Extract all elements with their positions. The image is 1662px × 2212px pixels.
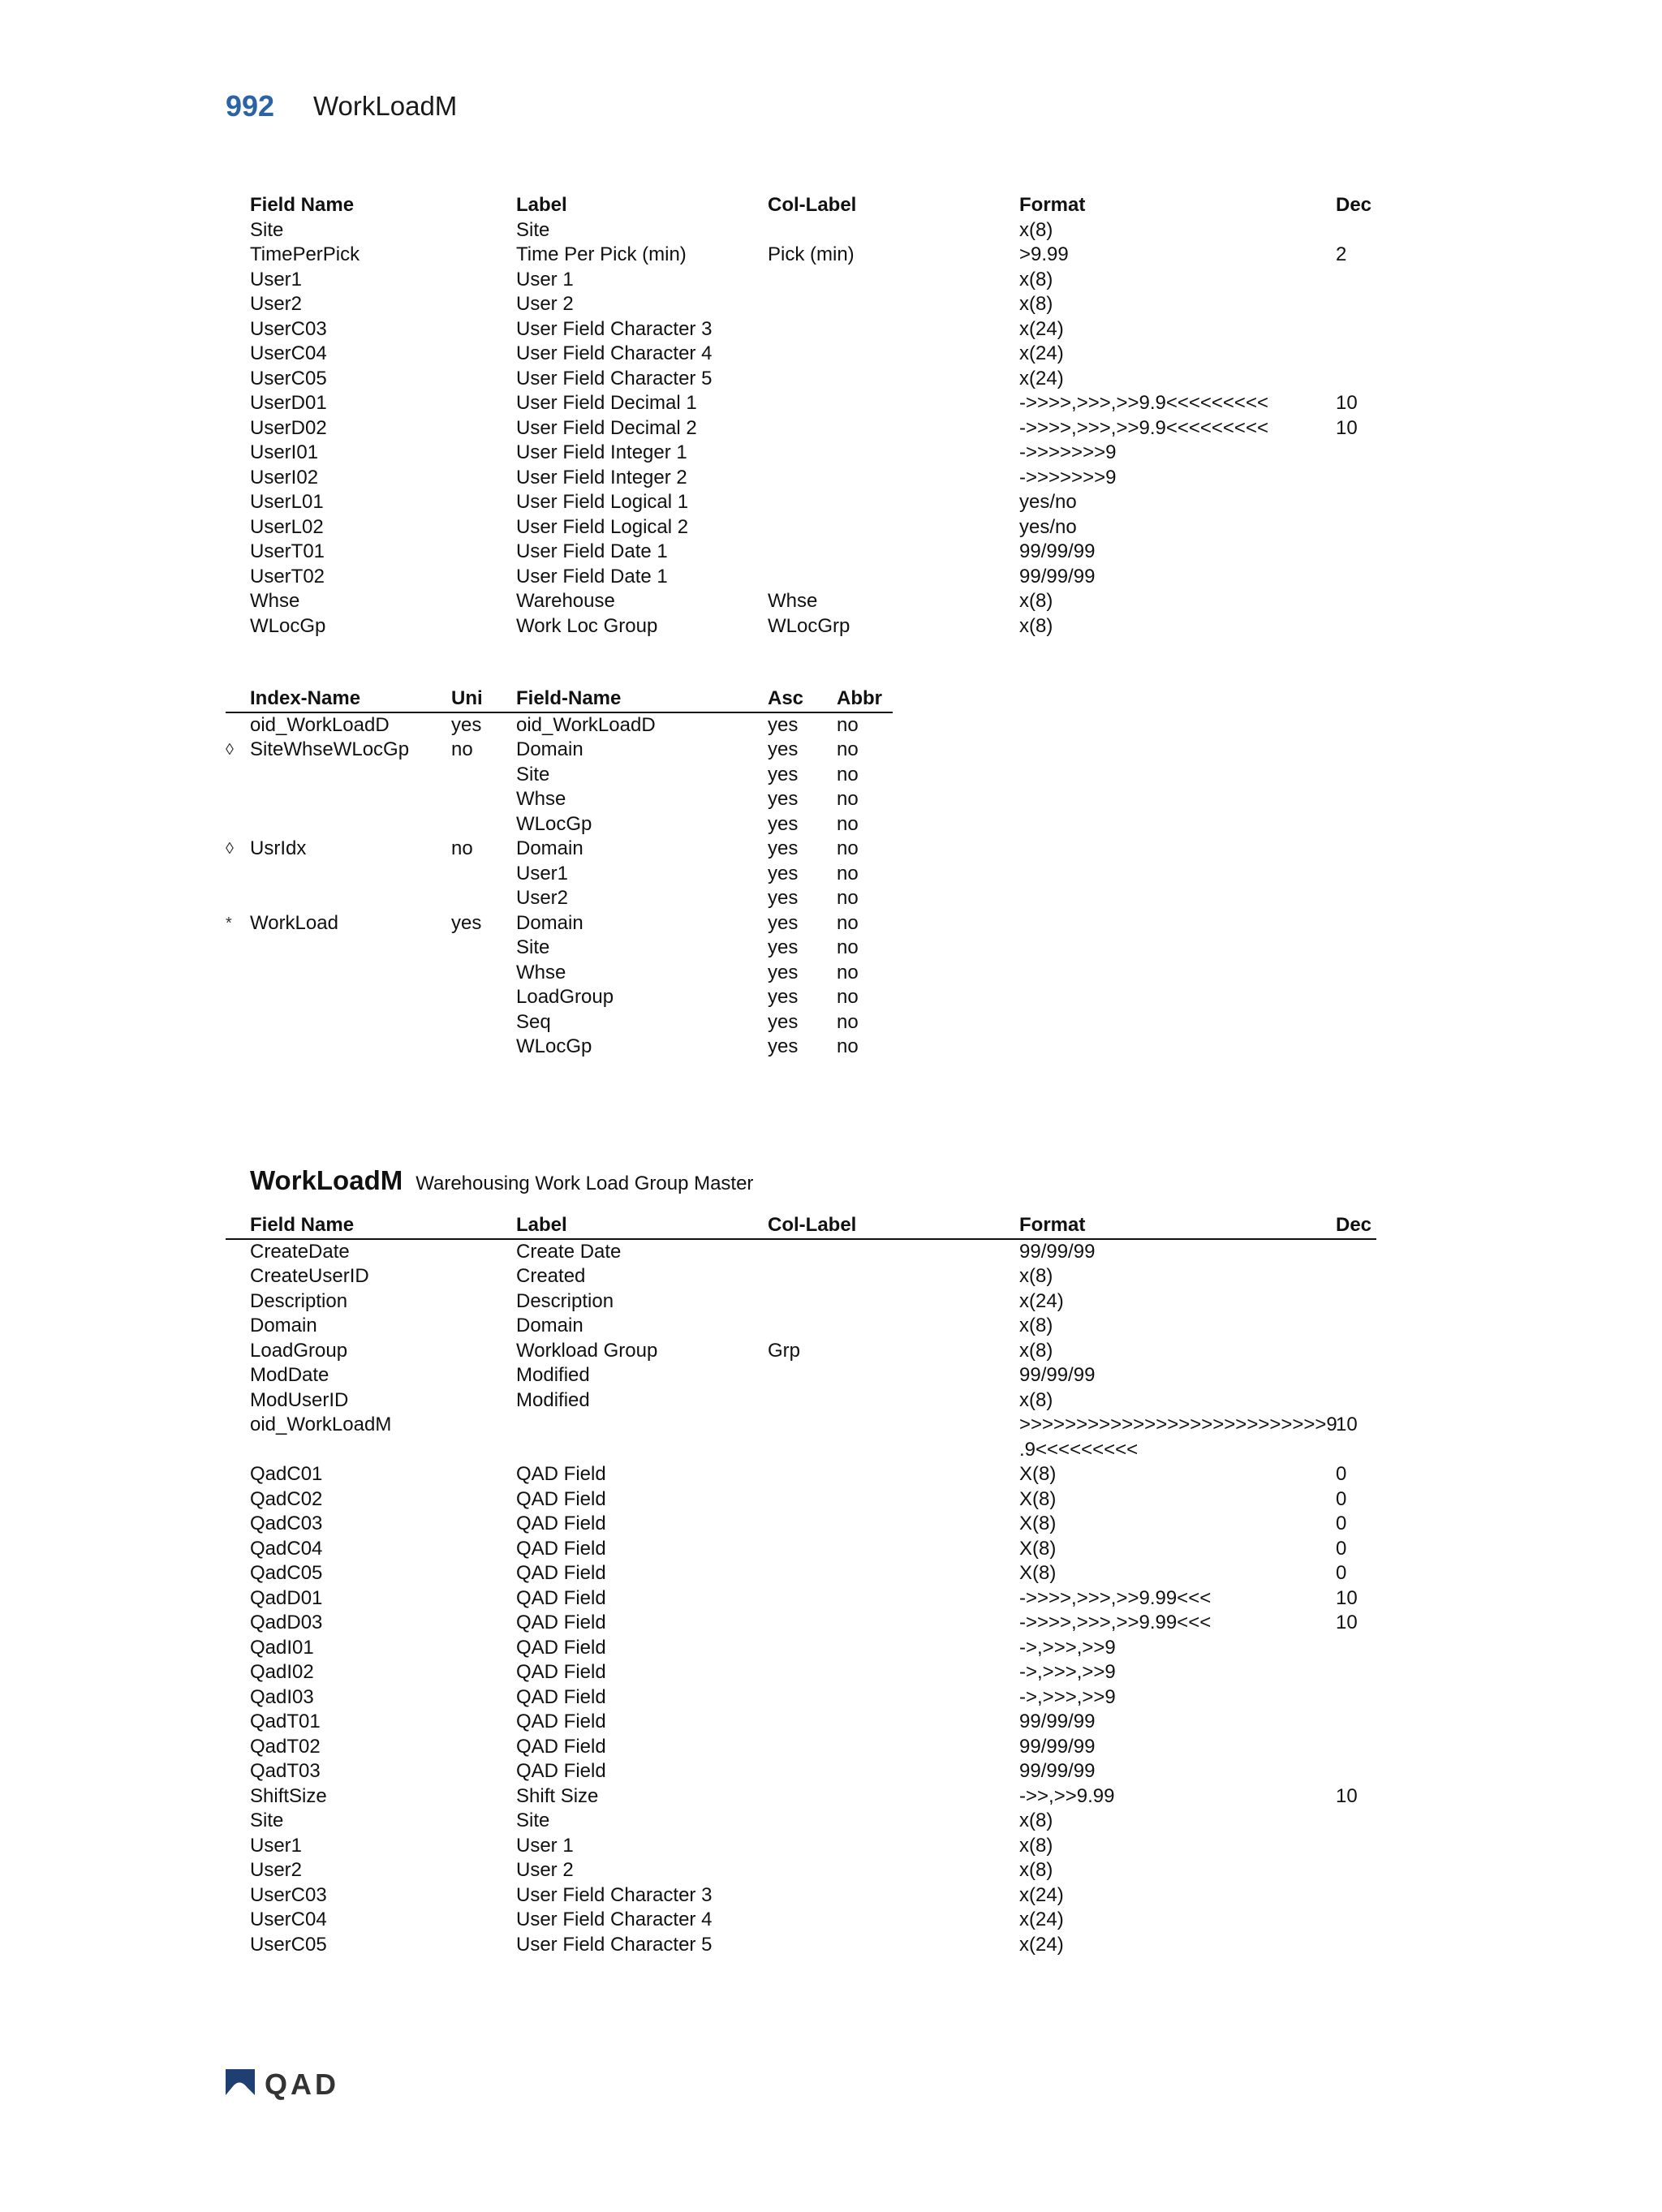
- table-row: [226, 317, 1376, 342]
- format-cell: x(24): [1019, 1933, 1064, 1956]
- field-name-cell: CreateDate: [250, 1240, 350, 1263]
- label-cell: QAD Field: [516, 1537, 606, 1560]
- field-name-cell: QadC02: [250, 1487, 323, 1510]
- qad-logo: [224, 2068, 339, 2101]
- format-cell: >9.99: [1019, 243, 1069, 265]
- field-name-cell: Site: [250, 1810, 284, 1831]
- col-label-cell: Pick (min): [768, 243, 855, 265]
- field-name-cell: User2: [250, 1859, 303, 1881]
- label-cell: QAD Field: [516, 1513, 606, 1534]
- page-number: 992: [226, 89, 275, 123]
- col-label-cell: WLocGrp: [768, 614, 850, 637]
- table-row: [226, 342, 1376, 367]
- field-name-cell: UserC03: [250, 1883, 327, 1906]
- table-row: [226, 1314, 1376, 1339]
- field-name-cell: UserC05: [250, 1933, 327, 1956]
- column-header-field-name: Field Name: [250, 1214, 355, 1236]
- label-cell: User Field Character 4: [516, 342, 713, 364]
- field-name-cell: UserC04: [250, 342, 327, 364]
- asc-cell: yes: [768, 862, 799, 884]
- table-row: [226, 243, 1376, 268]
- label-cell: Domain: [516, 1315, 583, 1336]
- format-cell: ->,>>>,>>9: [1019, 1636, 1116, 1659]
- table-row: [226, 1685, 1376, 1711]
- table-row: [226, 961, 893, 986]
- column-header-uni: Uni: [451, 687, 483, 709]
- table-row: [226, 1537, 1376, 1562]
- format-cell: x(8): [1019, 614, 1053, 637]
- label-cell: User Field Decimal 2: [516, 416, 697, 439]
- table-row: [226, 589, 1376, 614]
- field-name-cell: LoadGroup: [250, 1339, 348, 1362]
- format-cell: x(8): [1019, 268, 1053, 290]
- field-name-cell: TimePerPick: [250, 243, 360, 265]
- table-row: [226, 1339, 1376, 1364]
- field-name-cell: User2: [516, 887, 569, 909]
- format-cell: .9<<<<<<<<<: [1019, 1438, 1139, 1461]
- label-cell: Shift Size: [516, 1784, 599, 1807]
- field-name-cell: WLocGp: [250, 614, 326, 637]
- field-name-cell: Whse: [250, 590, 300, 612]
- table-row: [226, 1834, 1376, 1859]
- table-row: [226, 738, 893, 763]
- field-name-cell: QadI03: [250, 1685, 314, 1708]
- table-row: [226, 1561, 1376, 1586]
- abbr-cell: no: [837, 911, 859, 934]
- dec-cell: 10: [1336, 1414, 1358, 1435]
- format-cell: x(24): [1019, 1289, 1064, 1312]
- section-title: [250, 1165, 753, 1196]
- field-name-cell: Site: [516, 763, 550, 785]
- label-cell: QAD Field: [516, 1463, 606, 1485]
- table-row: [226, 1735, 1376, 1760]
- format-cell: >>>>>>>>>>>>>>>>>>>>>>>>>>>9: [1019, 1414, 1337, 1435]
- column-header-field-name: Field Name: [250, 194, 355, 216]
- field-name-cell: QadC04: [250, 1537, 323, 1560]
- table-row: [226, 1883, 1376, 1909]
- column-header-label: Label: [516, 1214, 567, 1236]
- column-header-field-name: Field-Name: [516, 687, 622, 709]
- label-cell: QAD Field: [516, 1735, 606, 1758]
- fields-table-top: [226, 193, 1376, 639]
- table-row: [226, 1289, 1376, 1315]
- label-cell: User Field Character 3: [516, 1883, 713, 1906]
- column-header-dec: Dec: [1336, 194, 1372, 216]
- field-name-cell: QadC05: [250, 1562, 323, 1584]
- label-cell: Site: [516, 1810, 550, 1831]
- table-description: Warehousing Work Load Group Master: [416, 1173, 754, 1194]
- table-row: [226, 763, 893, 788]
- label-cell: User Field Decimal 1: [516, 392, 697, 414]
- format-cell: x(8): [1019, 1810, 1053, 1831]
- field-name-cell: User1: [516, 862, 569, 884]
- table-name: WorkLoadM: [250, 1165, 403, 1195]
- table-row: [226, 1660, 1376, 1685]
- unique-cell: no: [451, 837, 473, 859]
- table-row: [226, 565, 1376, 590]
- asc-cell: yes: [768, 738, 799, 760]
- format-cell: ->>>>>>>9: [1019, 466, 1117, 488]
- format-cell: x(24): [1019, 1909, 1064, 1930]
- field-name-cell: UserT02: [250, 565, 325, 587]
- logo-text: QAD: [265, 2068, 339, 2101]
- field-name-cell: WLocGp: [516, 1035, 592, 1057]
- label-cell: User Field Date 1: [516, 540, 668, 562]
- field-name-cell: UserT01: [250, 540, 325, 562]
- label-cell: User Field Date 1: [516, 565, 668, 587]
- format-cell: ->>>>,>>>,>>9.99<<<: [1019, 1586, 1212, 1609]
- unique-cell: no: [451, 738, 473, 760]
- table-header: [226, 193, 1376, 218]
- asc-cell: yes: [768, 788, 799, 810]
- index-marker: *: [226, 914, 232, 932]
- format-cell: ->>>>>>>9: [1019, 441, 1117, 463]
- abbr-cell: no: [837, 837, 859, 859]
- table-row: [226, 1586, 1376, 1612]
- label-cell: QAD Field: [516, 1636, 606, 1659]
- asc-cell: yes: [768, 961, 799, 983]
- index-marker: ◊: [226, 840, 234, 858]
- index-name-cell: oid_WorkLoadD: [250, 713, 390, 736]
- field-name-cell: CreateUserID: [250, 1265, 369, 1287]
- asc-cell: yes: [768, 887, 799, 909]
- label-cell: Time Per Pick (min): [516, 243, 687, 265]
- field-name-cell: QadT03: [250, 1760, 321, 1782]
- column-header-asc: Asc: [768, 687, 804, 709]
- table-row: [226, 614, 1376, 639]
- format-cell: x(8): [1019, 1859, 1053, 1881]
- qad-logo-icon: [224, 2068, 256, 2097]
- asc-cell: yes: [768, 763, 799, 785]
- field-name-cell: Whse: [516, 788, 566, 810]
- index-name-cell: SiteWhseWLocGp: [250, 738, 410, 760]
- label-cell: QAD Field: [516, 1685, 606, 1708]
- format-cell: X(8): [1019, 1562, 1057, 1584]
- format-cell: x(8): [1019, 218, 1053, 241]
- label-cell: Modified: [516, 1388, 590, 1411]
- table-row: [226, 292, 1376, 317]
- index-table: [226, 686, 893, 1060]
- field-name-cell: WLocGp: [516, 812, 592, 835]
- abbr-cell: no: [837, 713, 859, 736]
- table-row: [226, 1908, 1376, 1933]
- label-cell: QAD Field: [516, 1661, 606, 1683]
- dec-cell: 10: [1336, 1612, 1358, 1633]
- field-name-cell: Domain: [250, 1315, 317, 1336]
- table-row: [226, 1858, 1376, 1883]
- field-name-cell: QadI02: [250, 1661, 314, 1683]
- table-row: [226, 1240, 1376, 1265]
- format-cell: x(8): [1019, 293, 1053, 315]
- field-name-cell: UserL02: [250, 515, 324, 538]
- table-header: [226, 1213, 1376, 1240]
- column-header-abbr: Abbr: [837, 687, 882, 709]
- column-header-format: Format: [1019, 194, 1086, 216]
- table-row: [226, 1438, 1376, 1463]
- field-name-cell: User2: [250, 293, 303, 315]
- format-cell: ->>>>,>>>,>>9.99<<<: [1019, 1612, 1212, 1633]
- field-name-cell: UserC05: [250, 367, 327, 389]
- format-cell: X(8): [1019, 1513, 1057, 1534]
- abbr-cell: no: [837, 961, 859, 983]
- unique-cell: yes: [451, 713, 482, 736]
- format-cell: yes/no: [1019, 515, 1077, 538]
- field-name-cell: UserD02: [250, 416, 327, 439]
- index-name-cell: UsrIdx: [250, 837, 307, 859]
- label-cell: Work Loc Group: [516, 614, 658, 637]
- column-header-index-name: Index-Name: [250, 687, 361, 709]
- column-header-dec: Dec: [1336, 1214, 1372, 1236]
- column-header-label: Label: [516, 194, 567, 216]
- abbr-cell: no: [837, 763, 859, 785]
- abbr-cell: no: [837, 738, 859, 760]
- asc-cell: yes: [768, 837, 799, 859]
- abbr-cell: no: [837, 812, 859, 835]
- field-name-cell: ShiftSize: [250, 1784, 327, 1807]
- abbr-cell: no: [837, 1035, 859, 1057]
- label-cell: Site: [516, 218, 550, 241]
- format-cell: 99/99/99: [1019, 1240, 1096, 1263]
- table-row: [226, 886, 893, 911]
- index-marker: ◊: [226, 741, 234, 759]
- format-cell: x(24): [1019, 342, 1064, 364]
- label-cell: User Field Logical 1: [516, 491, 689, 513]
- format-cell: X(8): [1019, 1487, 1057, 1510]
- field-name-cell: Domain: [516, 738, 583, 760]
- field-name-cell: QadC03: [250, 1513, 323, 1534]
- table-row: [226, 787, 893, 812]
- table-row: [226, 1759, 1376, 1784]
- label-cell: Workload Group: [516, 1339, 658, 1362]
- label-cell: Warehouse: [516, 590, 615, 612]
- format-cell: x(8): [1019, 590, 1053, 612]
- table-row: [226, 713, 893, 738]
- dec-cell: 0: [1336, 1562, 1347, 1584]
- table-row: [226, 1363, 1376, 1388]
- field-name-cell: ModUserID: [250, 1388, 349, 1411]
- table-row: [226, 1388, 1376, 1414]
- abbr-cell: no: [837, 862, 859, 884]
- field-name-cell: Whse: [516, 961, 566, 983]
- label-cell: QAD Field: [516, 1612, 606, 1633]
- table-row: [226, 1462, 1376, 1487]
- field-name-cell: User1: [250, 268, 303, 290]
- fields-table-bottom: [226, 1213, 1376, 1957]
- format-cell: ->>>>,>>>,>>9.9<<<<<<<<<: [1019, 392, 1268, 414]
- table-row: [226, 515, 1376, 540]
- field-name-cell: Site: [516, 936, 550, 958]
- table-row: [226, 268, 1376, 293]
- label-cell: User Field Character 5: [516, 1933, 713, 1956]
- table-row: [226, 1264, 1376, 1289]
- label-cell: QAD Field: [516, 1586, 606, 1609]
- format-cell: 99/99/99: [1019, 565, 1096, 587]
- table-row: [226, 218, 1376, 243]
- field-name-cell: oid_WorkLoadM: [250, 1414, 392, 1435]
- dec-cell: 0: [1336, 1463, 1347, 1485]
- format-cell: 99/99/99: [1019, 1735, 1096, 1758]
- table-row: [226, 466, 1376, 491]
- table-header: [226, 686, 893, 713]
- table-row: [226, 1035, 893, 1060]
- table-row: [226, 416, 1376, 441]
- label-cell: Created: [516, 1265, 586, 1287]
- table-row: [226, 1809, 1376, 1834]
- format-cell: x(8): [1019, 1315, 1053, 1336]
- format-cell: ->>,>>9.99: [1019, 1784, 1115, 1807]
- format-cell: ->>>>,>>>,>>9.9<<<<<<<<<: [1019, 416, 1268, 439]
- label-cell: Description: [516, 1289, 614, 1312]
- format-cell: x(24): [1019, 367, 1064, 389]
- unique-cell: yes: [451, 911, 482, 934]
- label-cell: User Field Integer 2: [516, 466, 687, 488]
- format-cell: x(24): [1019, 1883, 1064, 1906]
- format-cell: x(8): [1019, 1265, 1053, 1287]
- field-name-cell: QadC01: [250, 1463, 323, 1485]
- table-row: [226, 367, 1376, 392]
- dec-cell: 10: [1336, 392, 1358, 414]
- table-row: [226, 1710, 1376, 1735]
- format-cell: 99/99/99: [1019, 540, 1096, 562]
- asc-cell: yes: [768, 1035, 799, 1057]
- format-cell: x(24): [1019, 317, 1064, 340]
- format-cell: ->,>>>,>>9: [1019, 1685, 1116, 1708]
- abbr-cell: no: [837, 986, 859, 1008]
- table-row: [226, 1636, 1376, 1661]
- format-cell: X(8): [1019, 1537, 1057, 1560]
- abbr-cell: no: [837, 788, 859, 810]
- field-name-cell: QadI01: [250, 1636, 314, 1659]
- field-name-cell: Domain: [516, 837, 583, 859]
- field-name-cell: UserD01: [250, 392, 327, 414]
- label-cell: User 2: [516, 1859, 574, 1881]
- label-cell: User Field Character 5: [516, 367, 713, 389]
- dec-cell: 10: [1336, 1784, 1358, 1807]
- col-label-cell: Whse: [768, 590, 818, 612]
- table-row: [226, 1487, 1376, 1513]
- field-name-cell: UserC03: [250, 317, 327, 340]
- table-row: [226, 441, 1376, 466]
- format-cell: x(8): [1019, 1834, 1053, 1857]
- table-row: [226, 1413, 1376, 1438]
- table-row: [226, 540, 1376, 565]
- field-name-cell: Domain: [516, 911, 583, 934]
- abbr-cell: no: [837, 1010, 859, 1033]
- format-cell: 99/99/99: [1019, 1711, 1096, 1732]
- field-name-cell: Seq: [516, 1010, 551, 1033]
- label-cell: User Field Character 3: [516, 317, 713, 340]
- table-row: [226, 490, 1376, 515]
- format-cell: ->,>>>,>>9: [1019, 1661, 1116, 1683]
- label-cell: Modified: [516, 1364, 590, 1386]
- asc-cell: yes: [768, 986, 799, 1008]
- abbr-cell: no: [837, 887, 859, 909]
- asc-cell: yes: [768, 936, 799, 958]
- dec-cell: 0: [1336, 1537, 1347, 1560]
- format-cell: x(8): [1019, 1339, 1053, 1362]
- label-cell: User 2: [516, 293, 574, 315]
- asc-cell: yes: [768, 812, 799, 835]
- dec-cell: 0: [1336, 1487, 1347, 1510]
- asc-cell: yes: [768, 713, 799, 736]
- label-cell: User Field Integer 1: [516, 441, 687, 463]
- field-name-cell: Site: [250, 218, 284, 241]
- table-row: [226, 911, 893, 936]
- column-header-col-label: Col-Label: [768, 194, 857, 216]
- table-row: [226, 1611, 1376, 1636]
- label-cell: User 1: [516, 268, 574, 290]
- table-row: [226, 837, 893, 862]
- field-name-cell: QadD03: [250, 1612, 323, 1633]
- dec-cell: 10: [1336, 416, 1358, 439]
- format-cell: 99/99/99: [1019, 1364, 1096, 1386]
- table-row: [226, 985, 893, 1010]
- dec-cell: 10: [1336, 1586, 1358, 1609]
- field-name-cell: QadT02: [250, 1735, 321, 1758]
- field-name-cell: ModDate: [250, 1364, 329, 1386]
- table-row: [226, 812, 893, 837]
- asc-cell: yes: [768, 911, 799, 934]
- label-cell: QAD Field: [516, 1487, 606, 1510]
- format-cell: 99/99/99: [1019, 1760, 1096, 1782]
- label-cell: User 1: [516, 1834, 574, 1857]
- field-name-cell: QadD01: [250, 1586, 323, 1609]
- index-name-cell: WorkLoad: [250, 911, 338, 934]
- field-name-cell: QadT01: [250, 1711, 321, 1732]
- label-cell: QAD Field: [516, 1711, 606, 1732]
- label-cell: User Field Character 4: [516, 1909, 713, 1930]
- table-row: [226, 1933, 1376, 1958]
- format-cell: x(8): [1019, 1388, 1053, 1411]
- dec-cell: 0: [1336, 1513, 1347, 1534]
- field-name-cell: Description: [250, 1289, 348, 1312]
- label-cell: Create Date: [516, 1240, 622, 1263]
- label-cell: QAD Field: [516, 1562, 606, 1584]
- column-header-format: Format: [1019, 1214, 1086, 1236]
- column-header-col-label: Col-Label: [768, 1214, 857, 1236]
- field-name-cell: UserI01: [250, 441, 319, 463]
- table-row: [226, 1010, 893, 1035]
- table-row: [226, 936, 893, 961]
- label-cell: User Field Logical 2: [516, 515, 689, 538]
- field-name-cell: User1: [250, 1834, 303, 1857]
- abbr-cell: no: [837, 936, 859, 958]
- table-row: [226, 1512, 1376, 1537]
- format-cell: yes/no: [1019, 491, 1077, 513]
- asc-cell: yes: [768, 1010, 799, 1033]
- dec-cell: 2: [1336, 243, 1347, 265]
- field-name-cell: UserL01: [250, 491, 324, 513]
- field-name-cell: UserC04: [250, 1909, 327, 1930]
- page-title: WorkLoadM: [313, 91, 458, 121]
- field-name-cell: oid_WorkLoadD: [516, 713, 656, 736]
- col-label-cell: Grp: [768, 1339, 801, 1362]
- label-cell: QAD Field: [516, 1760, 606, 1782]
- format-cell: X(8): [1019, 1463, 1057, 1485]
- field-name-cell: UserI02: [250, 466, 319, 488]
- table-row: [226, 862, 893, 887]
- table-row: [226, 1784, 1376, 1810]
- table-row: [226, 391, 1376, 416]
- field-name-cell: LoadGroup: [516, 986, 614, 1008]
